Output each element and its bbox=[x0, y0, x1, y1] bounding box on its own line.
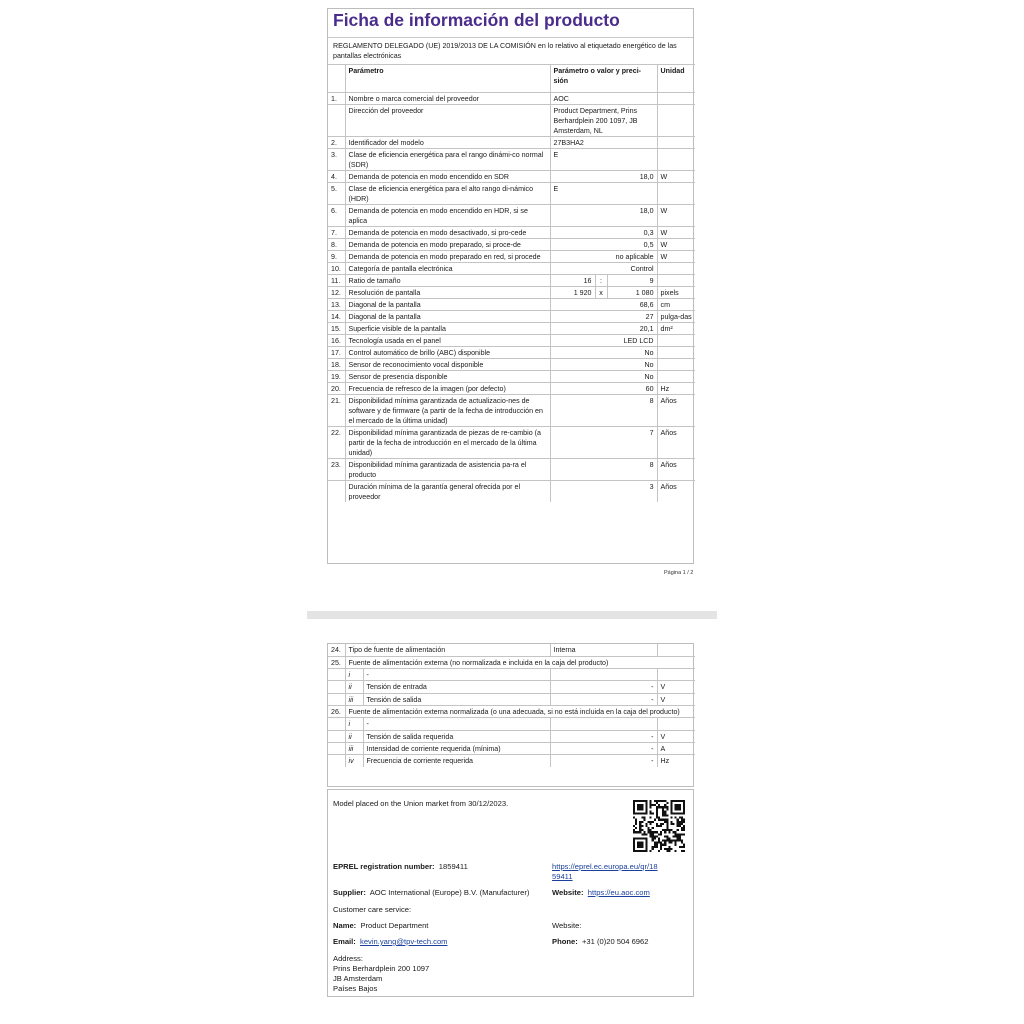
parameters-table bbox=[328, 64, 695, 502]
table-row bbox=[328, 644, 695, 656]
row-parameter: Frecuencia de refresco de la imagen (por defecto) bbox=[345, 383, 550, 395]
row-value: Interna bbox=[550, 644, 657, 656]
header-unit: Unidad bbox=[657, 65, 695, 93]
row-number bbox=[328, 481, 345, 503]
page-title: Ficha de información del producto bbox=[333, 10, 620, 30]
row-value: - bbox=[550, 755, 657, 767]
row-parameter: Diagonal de la pantalla bbox=[345, 299, 550, 311]
row-number: 17. bbox=[328, 347, 345, 359]
row-number: 15. bbox=[328, 323, 345, 335]
row-number bbox=[328, 730, 345, 742]
row-parameter: Ratio de tamaño bbox=[345, 275, 550, 287]
row-value: 18,0 bbox=[550, 171, 657, 183]
supplier-label: Supplier: bbox=[333, 888, 366, 897]
table-row bbox=[328, 311, 695, 323]
phone-row bbox=[552, 937, 648, 947]
address-line-3: Países Bajos bbox=[333, 984, 378, 993]
row-number: 12. bbox=[328, 287, 345, 299]
row-number: 19. bbox=[328, 371, 345, 383]
row-number: 20. bbox=[328, 383, 345, 395]
row-value bbox=[550, 718, 657, 730]
row-number: 13. bbox=[328, 299, 345, 311]
parameters-table-body bbox=[328, 65, 695, 503]
row-value: 0,5 bbox=[550, 239, 657, 251]
email-row bbox=[333, 937, 448, 947]
row-number bbox=[328, 755, 345, 767]
table-row bbox=[328, 205, 695, 227]
table-row bbox=[328, 149, 695, 171]
row-parameter: - bbox=[363, 718, 550, 730]
row-value: E bbox=[550, 149, 657, 171]
row-parameter: Diagonal de la pantalla bbox=[345, 311, 550, 323]
website-link[interactable]: https://eu.aoc.com bbox=[587, 888, 650, 897]
row-unit: Hz bbox=[657, 755, 695, 767]
row-number: 25. bbox=[328, 656, 345, 668]
table-row bbox=[328, 481, 695, 503]
row-parameter: Duración mínima de la garantía general ofrecida por el proveedor bbox=[345, 481, 550, 503]
row-unit bbox=[657, 335, 695, 347]
row-value: E bbox=[550, 183, 657, 205]
row-value: No bbox=[550, 347, 657, 359]
qr-code-icon[interactable] bbox=[633, 800, 685, 852]
eprel-link-line-2[interactable]: 59411 bbox=[552, 872, 573, 881]
table-row bbox=[328, 347, 695, 359]
header-num bbox=[328, 65, 345, 93]
row-unit: W bbox=[657, 227, 695, 239]
supplier-row bbox=[333, 888, 529, 898]
row-parameter: Demanda de potencia en modo encendido en SDR bbox=[345, 171, 550, 183]
row-unit: Años bbox=[657, 481, 695, 503]
row-unit bbox=[657, 371, 695, 383]
row-value: 8 bbox=[550, 395, 657, 427]
table-subrow bbox=[328, 669, 695, 681]
row-parameter: Disponibilidad mínima garantizada de asistencia pa-ra el producto bbox=[345, 459, 550, 481]
row-unit: Años bbox=[657, 459, 695, 481]
subrow-number: i bbox=[345, 718, 363, 730]
row-parameter: Tensión de salida requerida bbox=[363, 730, 550, 742]
subrow-number: ii bbox=[345, 681, 363, 693]
row-number: 16. bbox=[328, 335, 345, 347]
row-parameter: Fuente de alimentación externa (no normalizada e incluida en la caja del producto) bbox=[345, 656, 695, 668]
eprel-number: 1859411 bbox=[438, 862, 468, 871]
row-value: - bbox=[550, 693, 657, 705]
table-row bbox=[328, 93, 695, 105]
supplier-value: AOC International (Europe) B.V. (Manufacturer) bbox=[369, 888, 530, 897]
row-number: 22. bbox=[328, 427, 345, 459]
table-row bbox=[328, 383, 695, 395]
table-row bbox=[328, 656, 695, 668]
header-param: Parámetro bbox=[345, 65, 550, 93]
table-row bbox=[328, 263, 695, 275]
page-separator bbox=[307, 611, 717, 619]
row-number: 24. bbox=[331, 646, 341, 654]
row-parameter: Sensor de presencia disponible bbox=[345, 371, 550, 383]
website-row bbox=[552, 888, 650, 898]
row-number: 6. bbox=[328, 205, 345, 227]
row-parameter: Categoría de pantalla electrónica bbox=[345, 263, 550, 275]
row-number bbox=[328, 669, 345, 681]
row-number: 4. bbox=[328, 171, 345, 183]
row-unit bbox=[657, 275, 695, 287]
row-parameter: Clase de eficiencia energética para el alto rango di-námico (HDR) bbox=[345, 183, 550, 205]
row-unit: V bbox=[657, 730, 695, 742]
subrow-number: iii bbox=[345, 742, 363, 754]
row-unit: pixels bbox=[657, 287, 695, 299]
regulation-reference bbox=[333, 41, 691, 61]
table-row bbox=[328, 459, 695, 481]
row-parameter: Dirección del proveedor bbox=[345, 105, 550, 137]
row-value: 60 bbox=[550, 383, 657, 395]
row-unit: A bbox=[657, 742, 695, 754]
row-parameter: Resolución de pantalla bbox=[345, 287, 550, 299]
table-row bbox=[328, 371, 695, 383]
table-subrow bbox=[328, 693, 695, 705]
row-parameter: Tensión de salida bbox=[363, 693, 550, 705]
email-link[interactable]: kevin.yang@tpv-tech.com bbox=[360, 937, 448, 946]
subrow-number: ii bbox=[345, 730, 363, 742]
row-unit bbox=[657, 644, 695, 656]
row-number bbox=[328, 693, 345, 705]
row-unit: V bbox=[657, 681, 695, 693]
row-value bbox=[550, 669, 657, 681]
row-value: no aplicable bbox=[550, 251, 657, 263]
row-parameter: Frecuencia de corriente requerida bbox=[363, 755, 550, 767]
row-value-sep: x bbox=[595, 287, 607, 299]
name-row bbox=[333, 921, 428, 931]
table-row bbox=[328, 427, 695, 459]
regulation-bold: REGLAMENTO DELEGADO (UE) 2019/2013 DE LA COMISIÓN bbox=[333, 42, 536, 50]
row-parameter: Superficie visible de la pantalla bbox=[345, 323, 550, 335]
row-value: - bbox=[550, 742, 657, 754]
name-label: Name: bbox=[333, 921, 357, 930]
table-row bbox=[328, 105, 695, 137]
row-number: 3. bbox=[328, 149, 345, 171]
row-value: AOC bbox=[550, 93, 657, 105]
table-row bbox=[328, 323, 695, 335]
row-number: 18. bbox=[328, 359, 345, 371]
row-number: 7. bbox=[328, 227, 345, 239]
row-value: No bbox=[550, 371, 657, 383]
table-row bbox=[328, 359, 695, 371]
table-subrow bbox=[328, 730, 695, 742]
row-value: - bbox=[550, 681, 657, 693]
row-value: 8 bbox=[550, 459, 657, 481]
customer-care-heading: Customer care service: bbox=[333, 905, 412, 914]
row-number: 14. bbox=[328, 311, 345, 323]
address-label: Address: bbox=[333, 954, 363, 963]
row-unit bbox=[657, 359, 695, 371]
website-label: Website: bbox=[552, 888, 584, 897]
row-value-a: 1 920 bbox=[550, 287, 595, 299]
table-subrow bbox=[328, 742, 695, 754]
eprel-label: EPREL registration number: bbox=[333, 862, 435, 871]
row-value: 20,1 bbox=[550, 323, 657, 335]
eprel-row bbox=[333, 862, 468, 872]
table-row bbox=[328, 275, 695, 287]
row-unit: Años bbox=[657, 395, 695, 427]
row-value-sep: : bbox=[595, 275, 607, 287]
row-unit: pulga-das bbox=[657, 311, 695, 323]
title-divider bbox=[328, 37, 693, 38]
row-number: 23. bbox=[328, 459, 345, 481]
row-unit bbox=[657, 263, 695, 275]
power-supply-table-body bbox=[328, 644, 695, 767]
placed-on-market: Model placed on the Union market from 30/12/2023. bbox=[333, 799, 509, 808]
row-value: - bbox=[550, 730, 657, 742]
row-parameter: Sensor de reconocimiento vocal disponible bbox=[345, 359, 550, 371]
table-row bbox=[328, 227, 695, 239]
table-row bbox=[328, 239, 695, 251]
row-unit: W bbox=[657, 251, 695, 263]
row-value: 0,3 bbox=[550, 227, 657, 239]
table-subrow bbox=[328, 755, 695, 767]
phone-label: Phone: bbox=[552, 937, 578, 946]
name-value: Product Department bbox=[360, 921, 429, 930]
row-number bbox=[328, 718, 345, 730]
row-parameter: Control automático de brillo (ABC) disponible bbox=[345, 347, 550, 359]
regulation-rest: en lo relativo al etiquetado energético de las pantallas electrónicas bbox=[333, 42, 677, 60]
row-parameter: Tecnología usada en el panel bbox=[345, 335, 550, 347]
row-parameter: Demanda de potencia en modo preparado, si proce-de bbox=[345, 239, 550, 251]
row-unit bbox=[657, 669, 695, 681]
row-value: 27 bbox=[550, 311, 657, 323]
row-parameter: Disponibilidad mínima garantizada de actualizacio-nes de software y de firmware (a partir de la fecha de introducción en el mercado de la última unidad) bbox=[345, 395, 550, 427]
header-value: Parámetro o valor y preci-sión bbox=[550, 65, 657, 93]
table-row bbox=[328, 251, 695, 263]
table-row bbox=[328, 705, 695, 717]
subrow-number: iii bbox=[345, 693, 363, 705]
row-number: 1. bbox=[328, 93, 345, 105]
table-row bbox=[328, 171, 695, 183]
row-unit bbox=[657, 183, 695, 205]
row-parameter: Tipo de fuente de alimentación bbox=[345, 644, 550, 656]
table-row bbox=[328, 183, 695, 205]
row-value: 68,6 bbox=[550, 299, 657, 311]
row-number bbox=[328, 742, 345, 754]
row-parameter: Clase de eficiencia energética para el rango dinámi-co normal (SDR) bbox=[345, 149, 550, 171]
email-label: Email: bbox=[333, 937, 356, 946]
row-number: 11. bbox=[328, 275, 345, 287]
row-value: 7 bbox=[550, 427, 657, 459]
row-unit: Hz bbox=[657, 383, 695, 395]
row-parameter: Identificador del modelo bbox=[345, 137, 550, 149]
row-value: No bbox=[550, 359, 657, 371]
row-parameter: Demanda de potencia en modo desactivado, si pro-cede bbox=[345, 227, 550, 239]
row-unit: W bbox=[657, 205, 695, 227]
table-row bbox=[328, 335, 695, 347]
row-unit bbox=[657, 149, 695, 171]
row-number: 9. bbox=[328, 251, 345, 263]
table-row bbox=[328, 137, 695, 149]
row-value-a: 16 bbox=[550, 275, 595, 287]
row-value: Control bbox=[550, 263, 657, 275]
eprel-link-line-1[interactable]: https://eprel.ec.europa.eu/qr/18 bbox=[552, 862, 658, 871]
row-value: LED LCD bbox=[550, 335, 657, 347]
table-header-row bbox=[328, 65, 695, 93]
row-number bbox=[328, 681, 345, 693]
row-unit bbox=[657, 105, 695, 137]
row-parameter: Demanda de potencia en modo encendido en HDR, si se aplica bbox=[345, 205, 550, 227]
row-unit: V bbox=[657, 693, 695, 705]
power-supply-table bbox=[328, 644, 695, 767]
row-unit: Años bbox=[657, 427, 695, 459]
row-number: 5. bbox=[328, 183, 345, 205]
row-number: 21. bbox=[328, 395, 345, 427]
row-unit bbox=[657, 137, 695, 149]
subrow-number: iv bbox=[345, 755, 363, 767]
table-subrow bbox=[328, 718, 695, 730]
table-row bbox=[328, 287, 695, 299]
table-row bbox=[328, 299, 695, 311]
row-value: 18,0 bbox=[550, 205, 657, 227]
row-unit bbox=[657, 93, 695, 105]
row-parameter: Nombre o marca comercial del proveedor bbox=[345, 93, 550, 105]
address-line-2: JB Amsterdam bbox=[333, 974, 383, 983]
row-number: 10. bbox=[328, 263, 345, 275]
row-value: 27B3HA2 bbox=[550, 137, 657, 149]
row-value: Product Department, Prins Berhardplein 200 1097, JB Amsterdam, NL bbox=[550, 105, 657, 137]
row-parameter: Tensión de entrada bbox=[363, 681, 550, 693]
row-number: 8. bbox=[328, 239, 345, 251]
address-line-1: Prins Berhardplein 200 1097 bbox=[333, 964, 430, 973]
row-number: 26. bbox=[328, 705, 345, 717]
table-row bbox=[328, 395, 695, 427]
row-parameter: Fuente de alimentación externa normalizada (o una adecuada, si no está incluida en la caja del producto) bbox=[345, 705, 695, 717]
website2-label: Website: bbox=[552, 921, 582, 930]
product-fiche-page-1 bbox=[327, 8, 694, 564]
row-number: 2. bbox=[328, 137, 345, 149]
subrow-number: i bbox=[345, 669, 363, 681]
product-fiche-page-3 bbox=[327, 789, 694, 997]
row-unit: W bbox=[657, 239, 695, 251]
row-parameter: Intensidad de corriente requerida (mínima) bbox=[363, 742, 550, 754]
row-unit bbox=[657, 718, 695, 730]
row-unit: cm bbox=[657, 299, 695, 311]
row-unit: dm² bbox=[657, 323, 695, 335]
row-unit: W bbox=[657, 171, 695, 183]
row-parameter: - bbox=[363, 669, 550, 681]
row-value-b: 9 bbox=[607, 275, 657, 287]
row-value: 3 bbox=[550, 481, 657, 503]
row-parameter: Demanda de potencia en modo preparado en red, si procede bbox=[345, 251, 550, 263]
row-value-b: 1 080 bbox=[607, 287, 657, 299]
phone-value: +31 (0)20 504 6962 bbox=[581, 937, 649, 946]
product-fiche-page-2 bbox=[327, 643, 694, 787]
row-unit bbox=[657, 347, 695, 359]
table-subrow bbox=[328, 681, 695, 693]
row-parameter: Disponibilidad mínima garantizada de piezas de re-cambio (a partir de la fecha de introducción en el mercado de la última unidad) bbox=[345, 427, 550, 459]
row-number bbox=[328, 105, 345, 137]
page-number: Página 1 / 2 bbox=[664, 570, 694, 576]
